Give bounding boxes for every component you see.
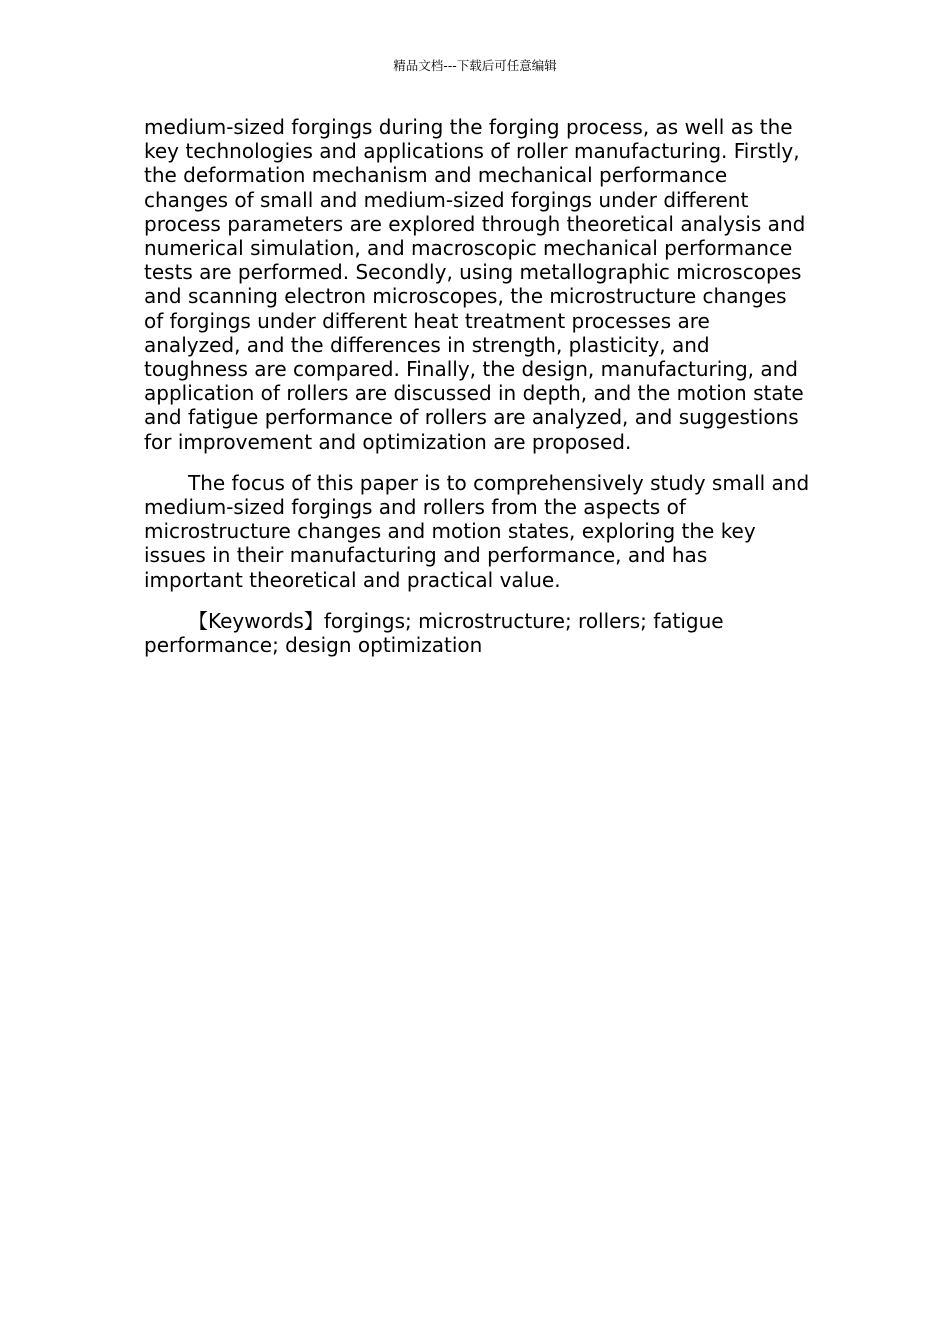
abstract-focus-paragraph: The focus of this paper is to comprehensively study small and medium-sized forgings and rollers from the aspects of microstructure changes and motion states, exploring the key issues in their manufacturing and performance, and has important theoretical and practical value. (144, 470, 810, 592)
abstract-paragraph-continued: medium-sized forgings during the forging process, as well as the key technologies and applications of roller manufacturing. Firstly, the deformation mechanism and mechanical performance changes of small and medium-sized forgings under different process parameters are explored through theoretical analysis and numerical simulation, and macroscopic mechanical performance tests are performed. Secondly, using metallographic microscopes and scanning electron microscopes, the microstructure changes of forgings under different heat treatment processes are analyzed, and the differences in strength, plasticity, and toughness are compared. Finally, the design, manufacturing, and application of rollers are discussed in depth, and the motion state and fatigue performance of rollers are analyzed, and suggestions for improvement and optimization are proposed. (144, 115, 806, 454)
keywords-paragraph: 【Keywords】forgings; microstructure; rollers; fatigue performance; design optimization (144, 608, 724, 658)
document-body (144, 115, 812, 674)
page-header: 精品文档---下载后可任意编辑 (393, 58, 557, 73)
